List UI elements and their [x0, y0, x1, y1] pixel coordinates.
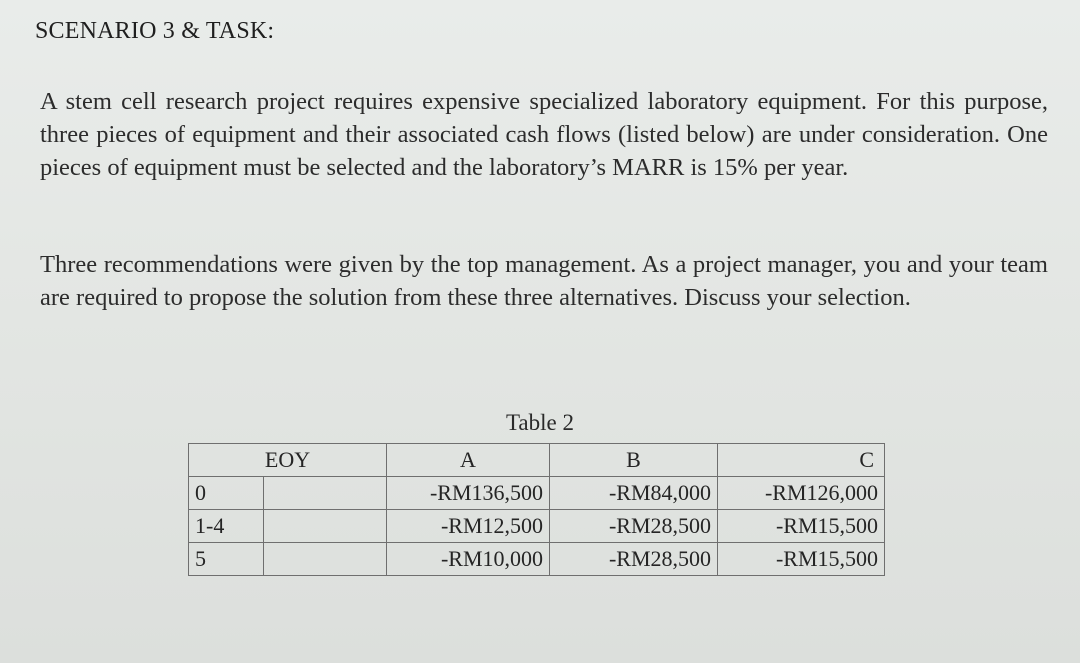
empty-cell [264, 510, 387, 543]
header-alt-c: C [718, 444, 885, 477]
scenario-description: A stem cell research project requires expensive specialized laboratory equipment. For this purpose, three pieces of equipment and their associated cash flows (listed below) are under consideration. One pieces of equipment must be selected and the laboratory’s MARR is 15% per year. [40, 88, 1048, 181]
table-row [189, 510, 885, 543]
alt-a-cell: -RM12,500 [387, 510, 550, 543]
alt-b-cell: -RM84,000 [550, 477, 718, 510]
empty-cell [264, 477, 387, 510]
alt-b-cell: -RM28,500 [550, 543, 718, 576]
header-alt-a: A [387, 444, 550, 477]
empty-cell [264, 543, 387, 576]
eoy-cell: 0 [189, 477, 264, 510]
alt-c-cell: -RM15,500 [718, 543, 885, 576]
table-header-row [189, 444, 885, 477]
table-caption: Table 2 [505, 410, 574, 435]
table-row [189, 543, 885, 576]
alt-a-cell: -RM10,000 [387, 543, 550, 576]
eoy-cell: 1-4 [189, 510, 264, 543]
alt-b-cell: -RM28,500 [550, 510, 718, 543]
eoy-cell: 5 [189, 543, 264, 576]
header-eoy: EOY [189, 444, 387, 477]
table-row [189, 477, 885, 510]
scenario-heading: SCENARIO 3 & TASK: [35, 18, 275, 44]
alt-c-cell: -RM15,500 [718, 510, 885, 543]
alt-c-cell: -RM126,000 [718, 477, 885, 510]
cash-flow-table [188, 443, 885, 576]
header-alt-b: B [550, 444, 718, 477]
alt-a-cell: -RM136,500 [387, 477, 550, 510]
task-description: Three recommendations were given by the top management. As a project manager, you and your team are required to propose the solution from these three alternatives. Discuss your selection. [40, 251, 1048, 311]
